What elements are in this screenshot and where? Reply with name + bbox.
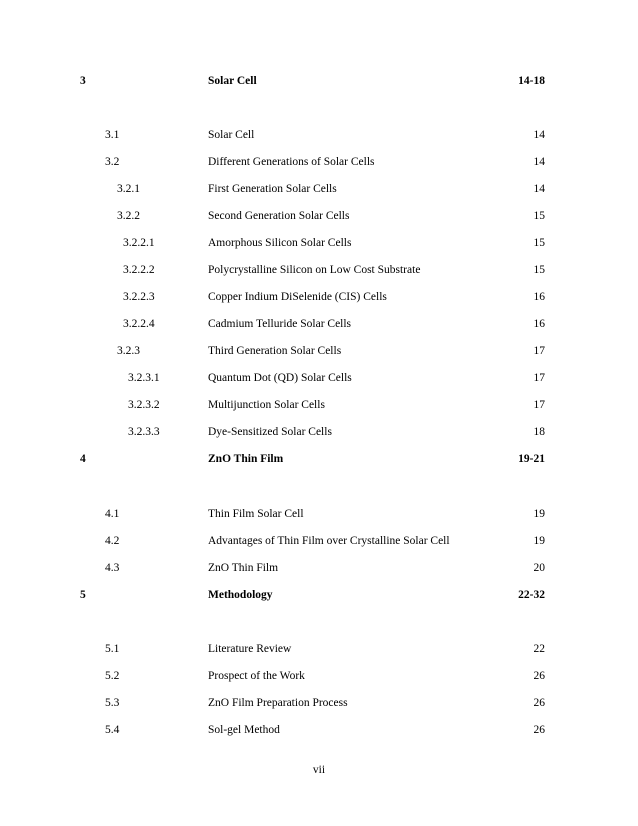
section-number: 4.1 xyxy=(105,508,120,520)
section-number: 3.2.2.3 xyxy=(123,291,155,303)
section-title: ZnO Thin Film xyxy=(208,562,279,574)
section-page: 20 xyxy=(533,562,545,574)
section-number: 4.2 xyxy=(105,535,120,547)
section-number: 5.4 xyxy=(105,724,120,736)
section-title: Third Generation Solar Cells xyxy=(208,345,342,357)
toc-entry-row xyxy=(0,262,638,278)
toc-entry-row xyxy=(0,316,638,332)
section-number: 5.1 xyxy=(105,643,120,655)
section-page: 15 xyxy=(533,264,545,276)
section-title: Dye-Sensitized Solar Cells xyxy=(208,426,332,438)
toc-entry-row xyxy=(0,289,638,305)
section-number: 3.2 xyxy=(105,156,120,168)
toc-chapter-row xyxy=(0,451,638,467)
section-title: Prospect of the Work xyxy=(208,670,305,682)
section-title: Quantum Dot (QD) Solar Cells xyxy=(208,372,352,384)
section-title: Cadmium Telluride Solar Cells xyxy=(208,318,352,330)
toc-entry-row xyxy=(0,181,638,197)
section-number: 3.2.3.2 xyxy=(128,399,160,411)
section-title: Literature Review xyxy=(208,643,292,655)
section-number: 3.2.2.1 xyxy=(123,237,155,249)
toc-entry-row xyxy=(0,533,638,549)
section-number: 3.2.3.1 xyxy=(128,372,160,384)
chapter-page-range: 22-32 xyxy=(518,589,545,601)
section-page: 26 xyxy=(533,724,545,736)
section-page: 17 xyxy=(533,399,545,411)
toc-entry-row xyxy=(0,397,638,413)
section-title: Copper Indium DiSelenide (CIS) Cells xyxy=(208,291,387,303)
section-number: 3.2.2.4 xyxy=(123,318,155,330)
toc-entry-row xyxy=(0,641,638,657)
toc-entry-row xyxy=(0,668,638,684)
chapter-number: 3 xyxy=(80,75,86,87)
toc-chapter-row xyxy=(0,587,638,603)
toc-entry-row xyxy=(0,127,638,143)
section-title: Thin Film Solar Cell xyxy=(208,508,304,520)
section-number: 5.3 xyxy=(105,697,120,709)
section-title: Different Generations of Solar Cells xyxy=(208,156,375,168)
section-number: 5.2 xyxy=(105,670,120,682)
section-page: 16 xyxy=(533,291,545,303)
section-page: 15 xyxy=(533,237,545,249)
section-number: 3.2.2.2 xyxy=(123,264,155,276)
section-page: 17 xyxy=(533,345,545,357)
section-title: Amorphous Silicon Solar Cells xyxy=(208,237,352,249)
section-page: 14 xyxy=(533,156,545,168)
section-title: Multijunction Solar Cells xyxy=(208,399,325,411)
section-page: 14 xyxy=(533,129,545,141)
section-page: 18 xyxy=(533,426,545,438)
chapter-title: Solar Cell xyxy=(208,75,257,87)
toc-entry-row xyxy=(0,506,638,522)
section-number: 3.2.3 xyxy=(117,345,140,357)
section-page: 17 xyxy=(533,372,545,384)
section-page: 14 xyxy=(533,183,545,195)
section-title: First Generation Solar Cells xyxy=(208,183,337,195)
section-page: 22 xyxy=(533,643,545,655)
section-page: 16 xyxy=(533,318,545,330)
toc-chapter-row xyxy=(0,73,638,89)
section-title: Solar Cell xyxy=(208,129,255,141)
toc-entry-row xyxy=(0,208,638,224)
section-number: 4.3 xyxy=(105,562,120,574)
toc-entry-row xyxy=(0,722,638,738)
toc-entry-row xyxy=(0,424,638,440)
section-title: Sol-gel Method xyxy=(208,724,280,736)
toc-entry-row xyxy=(0,695,638,711)
section-page: 19 xyxy=(533,535,545,547)
chapter-number: 4 xyxy=(80,453,86,465)
chapter-title: ZnO Thin Film xyxy=(208,453,284,465)
section-title: ZnO Film Preparation Process xyxy=(208,697,348,709)
section-page: 19 xyxy=(533,508,545,520)
chapter-number: 5 xyxy=(80,589,86,601)
page-number-footer: vii xyxy=(312,764,326,776)
chapter-page-range: 19-21 xyxy=(518,453,545,465)
toc-entry-row xyxy=(0,560,638,576)
section-number: 3.2.1 xyxy=(117,183,140,195)
section-title: Advantages of Thin Film over Crystalline Solar Cell xyxy=(208,535,450,547)
section-title: Second Generation Solar Cells xyxy=(208,210,350,222)
toc-entry-row xyxy=(0,343,638,359)
toc-entry-row xyxy=(0,154,638,170)
chapter-page-range: 14-18 xyxy=(518,75,545,87)
section-page: 26 xyxy=(533,670,545,682)
toc-entry-row xyxy=(0,370,638,386)
section-title: Polycrystalline Silicon on Low Cost Substrate xyxy=(208,264,421,276)
section-number: 3.2.3.3 xyxy=(128,426,160,438)
chapter-title: Methodology xyxy=(208,589,273,601)
section-page: 15 xyxy=(533,210,545,222)
section-number: 3.1 xyxy=(105,129,120,141)
section-page: 26 xyxy=(533,697,545,709)
toc-entry-row xyxy=(0,235,638,251)
section-number: 3.2.2 xyxy=(117,210,140,222)
